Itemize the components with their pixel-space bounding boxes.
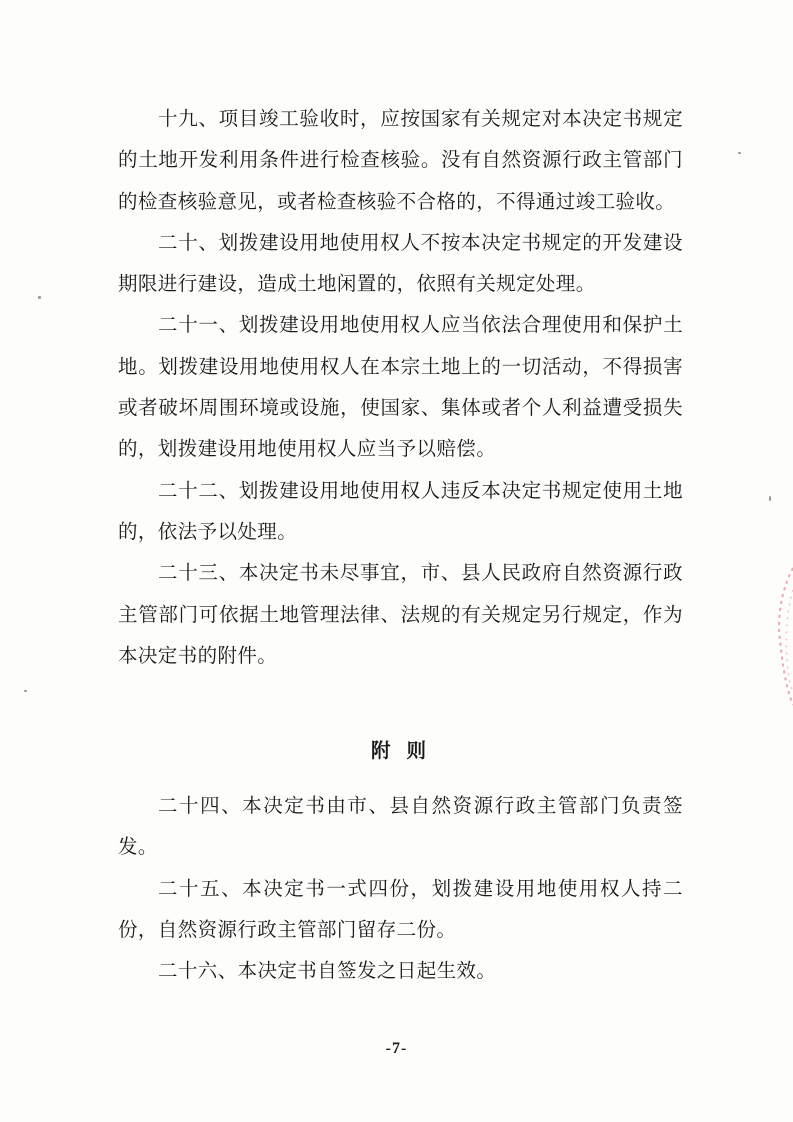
clause-23: 二十三、本决定书未尽事宜，市、县人民政府自然资源行政主管部门可依据土地管理法律、法规的有关规定另行规定，作为本决定书的附件。 [118,561,683,667]
seal-stamp-edge-icon [771,560,793,710]
page-number: -7- [385,1040,408,1057]
title-spacer [118,771,683,785]
clause-21: 二十一、划拨建设用地使用权人应当依法合理使用和保护土地。划拨建设用地使用权人在本宗土地上的一切活动，不得损害或者破坏周围环境或设施，使国家、集体或者个人利益遭受损失的，划拨建设用地使用权人应当予以赔偿。 [118,313,683,461]
clause-22: 二十二、划拨建设用地使用权人违反本决定书规定使用土地的，依法予以处理。 [118,478,683,543]
scan-speck [24,690,27,692]
scan-speck [769,496,771,501]
clause-24: 二十四、本决定书由市、县自然资源行政主管部门负责签发。 [118,794,683,859]
clause-20: 二十、划拨建设用地使用权人不按本决定书规定的开发建设期限进行建设，造成土地闲置的，依照有关规定处理。 [118,230,683,296]
section-title-annex: 附则 [370,739,442,763]
clause-19: 十九、项目竣工验收时，应按国家有关规定对本决定书规定的土地开发利用条件进行检查核验。没有自然资源行政主管部门的检查核验意见，或者检查核验不合格的，不得通过竣工验收。 [118,107,683,213]
document-body [118,98,683,992]
clause-26: 二十六、本决定书自签发之日起生效。 [158,959,497,983]
section-spacer [118,676,683,730]
clause-25: 二十五、本决定书一式四份，划拨建设用地使用权人持二份，自然资源行政主管部门留存二份。 [118,876,683,942]
scan-speck [738,152,741,154]
scan-speck [38,296,41,299]
